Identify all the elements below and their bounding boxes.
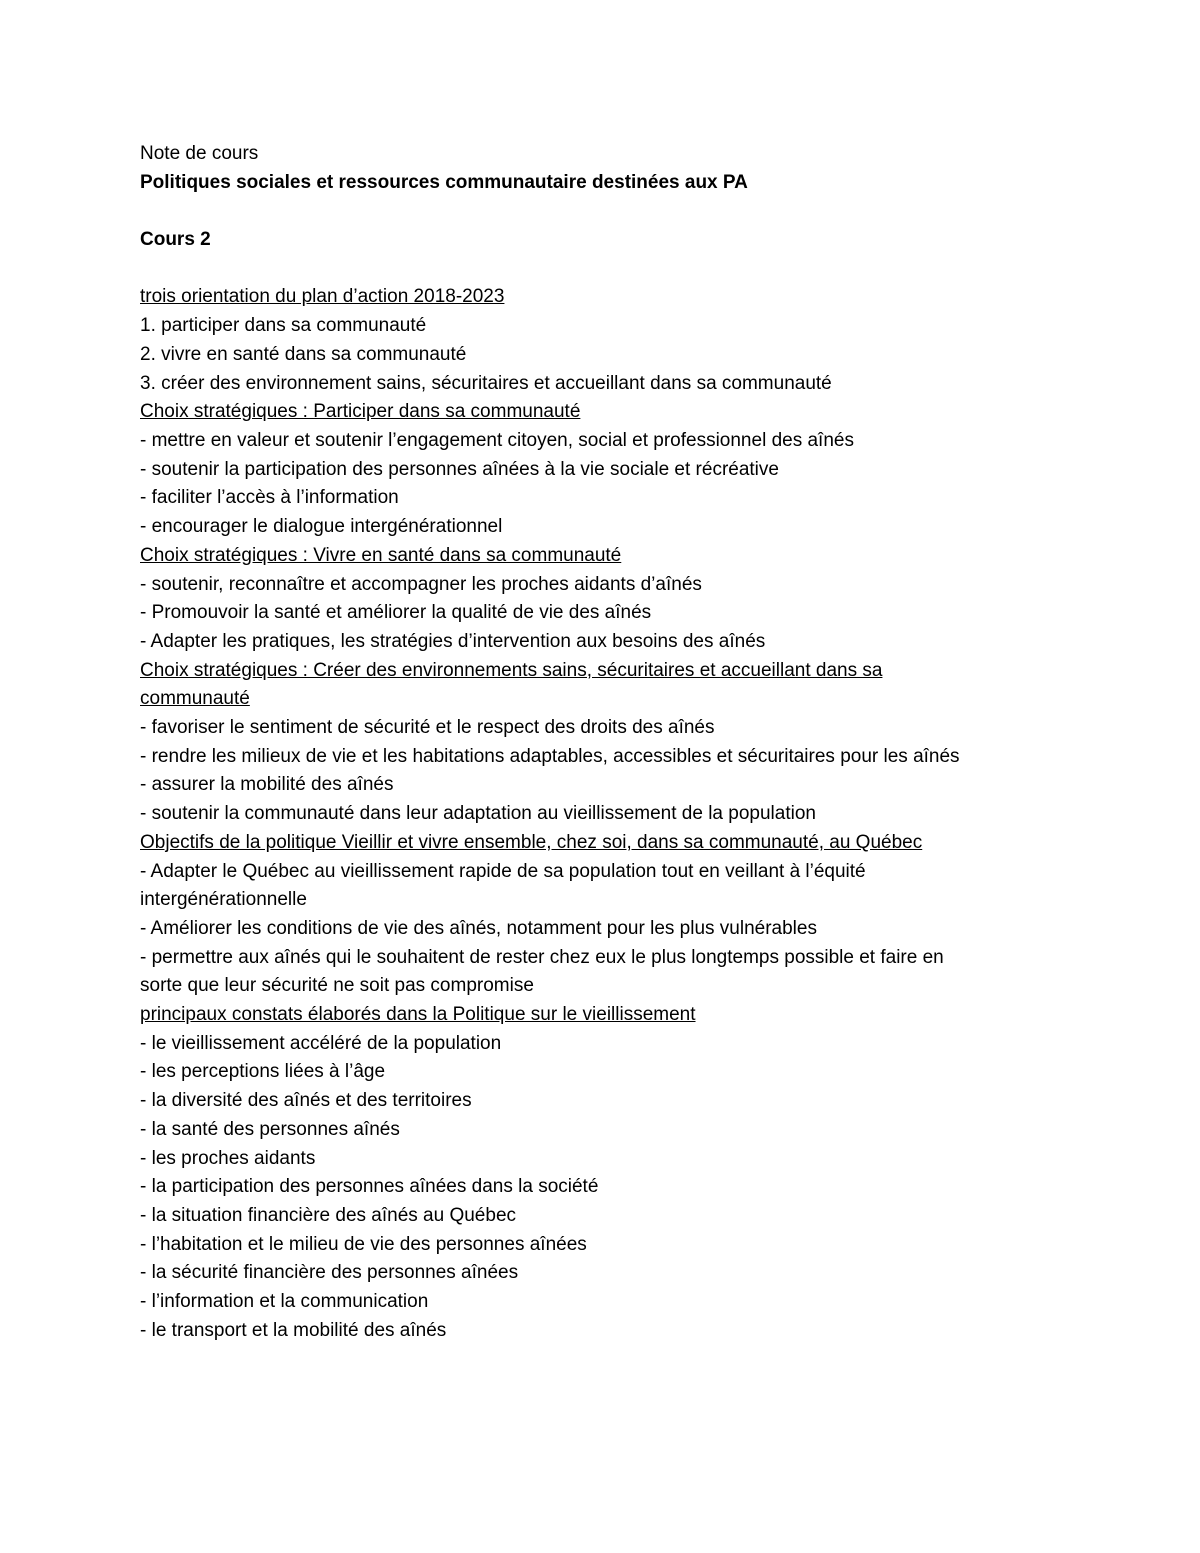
list-item: 1. participer dans sa communauté bbox=[140, 315, 427, 337]
section-heading-orientations: trois orientation du plan d’action 2018-2023 bbox=[140, 286, 505, 308]
section-heading-participer: Choix stratégiques : Participer dans sa communauté bbox=[140, 401, 581, 423]
course-title: Politiques sociales et ressources communautaire destinées aux PA bbox=[140, 171, 748, 193]
course-number: Cours 2 bbox=[140, 229, 211, 251]
list-item: - la diversité des aînés et des territoires bbox=[140, 1090, 472, 1112]
list-item: 3. créer des environnement sains, sécuritaires et accueillant dans sa communauté bbox=[140, 372, 832, 394]
list-item: - soutenir la participation des personnes aînées à la vie sociale et récréative bbox=[140, 458, 779, 480]
list-item: 2. vivre en santé dans sa communauté bbox=[140, 343, 467, 365]
list-item: - assurer la mobilité des aînés bbox=[140, 774, 394, 796]
document-page bbox=[140, 140, 1140, 1346]
list-item: - la sécurité financière des personnes aînées bbox=[140, 1262, 519, 1284]
list-item: - favoriser le sentiment de sécurité et le respect des droits des aînés bbox=[140, 717, 715, 739]
list-item-continued: sorte que leur sécurité ne soit pas compromise bbox=[140, 975, 534, 997]
list-item: - les perceptions liées à l’âge bbox=[140, 1061, 386, 1083]
list-item: - rendre les milieux de vie et les habitations adaptables, accessibles et sécuritaires pour les aînés bbox=[140, 745, 960, 767]
section-heading-vivre: Choix stratégiques : Vivre en santé dans sa communauté bbox=[140, 544, 622, 566]
section-heading-objectifs: Objectifs de la politique Vieillir et vivre ensemble, chez soi, dans sa communauté, au Québec bbox=[140, 831, 923, 853]
list-item: - l’information et la communication bbox=[140, 1291, 429, 1313]
list-item: - Améliorer les conditions de vie des aînés, notamment pour les plus vulnérables bbox=[140, 917, 817, 939]
list-item: - les proches aidants bbox=[140, 1147, 316, 1169]
section-heading-constats: principaux constats élaborés dans la Politique sur le vieillissement bbox=[140, 1004, 696, 1026]
list-item: - la situation financière des aînés au Québec bbox=[140, 1204, 517, 1226]
list-item: - l’habitation et le milieu de vie des personnes aînées bbox=[140, 1233, 587, 1255]
list-item: - Promouvoir la santé et améliorer la qualité de vie des aînés bbox=[140, 602, 652, 624]
list-item: - encourager le dialogue intergénérationnel bbox=[140, 516, 503, 538]
note-label: Note de cours bbox=[140, 143, 259, 164]
list-item: - mettre en valeur et soutenir l’engagement citoyen, social et professionnel des aînés bbox=[140, 430, 854, 451]
list-item: - Adapter le Québec au vieillissement rapide de sa population tout en veillant à l’équité bbox=[140, 860, 866, 882]
list-item: - Adapter les pratiques, les stratégies d’intervention aux besoins des aînés bbox=[140, 630, 766, 652]
list-item: - permettre aux aînés qui le souhaitent de rester chez eux le plus longtemps possible et faire en bbox=[140, 946, 944, 968]
list-item: - le vieillissement accéléré de la population bbox=[140, 1032, 502, 1054]
list-item: - soutenir, reconnaître et accompagner les proches aidants d’aînés bbox=[140, 573, 702, 595]
spacer bbox=[140, 255, 1140, 284]
list-item: - la santé des personnes aînés bbox=[140, 1118, 400, 1140]
list-item: - le transport et la mobilité des aînés bbox=[140, 1319, 447, 1341]
list-item: - faciliter l’accès à l’information bbox=[140, 487, 399, 509]
list-item: - soutenir la communauté dans leur adaptation au vieillissement de la population bbox=[140, 803, 816, 825]
list-item: - la participation des personnes aînées dans la société bbox=[140, 1176, 599, 1198]
section-heading-creer: Choix stratégiques : Créer des environnements sains, sécuritaires et accueillant dans sa bbox=[140, 659, 883, 681]
spacer bbox=[140, 197, 1140, 226]
section-heading-creer-continued: communauté bbox=[140, 688, 250, 710]
list-item-continued: intergénérationnelle bbox=[140, 889, 307, 911]
